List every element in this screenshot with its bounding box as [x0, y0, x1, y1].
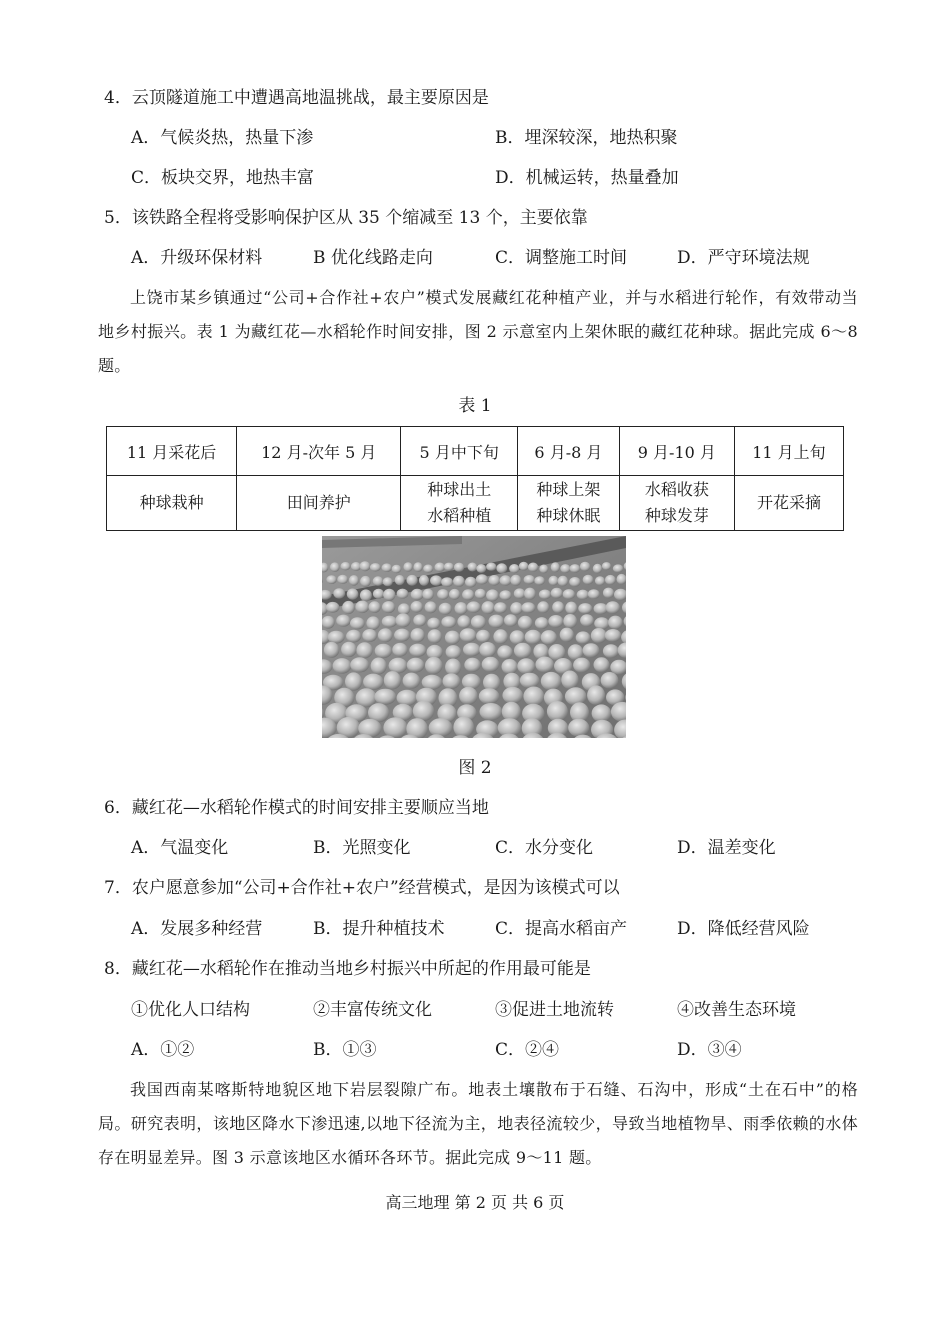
- saffron-corms-photo: [322, 536, 626, 738]
- question-8-item-4: ④改善生态环境: [677, 1000, 796, 1020]
- table-header-cell: 9 月-10 月: [619, 427, 734, 476]
- question-8-item-2: ②丰富传统文化: [313, 1000, 432, 1020]
- table-header-cell: 6 月-8 月: [518, 427, 620, 476]
- question-4-option-b: B．埋深较深，地热积聚: [495, 128, 678, 148]
- question-7-option-a: A．发展多种经营: [131, 919, 263, 939]
- table-header-row: [107, 427, 844, 476]
- question-7-option-b: B．提升种植技术: [313, 919, 445, 939]
- question-4-option-d: D．机械运转，热量叠加: [495, 168, 679, 188]
- question-5-option-c: C．调整施工时间: [495, 248, 628, 268]
- table-activity-row: [107, 476, 844, 531]
- question-4-option-a: A．气候炎热，热量下渗: [131, 128, 314, 148]
- question-7-option-d: D．降低经营风险: [677, 919, 810, 939]
- table-cell: 种球上架 种球休眠: [518, 476, 620, 531]
- question-8-option-a: A．①②: [131, 1040, 195, 1060]
- passage-saffron: 上饶市某乡镇通过“公司+合作社+农户”模式发展藏红花种植产业，并与水稻进行轮作，有效带动当地乡村振兴。表 1 为藏红花—水稻轮作时间安排，图 2 示意室内上架休眠的藏红花种球。据此完成 6～8 题。: [98, 288, 858, 375]
- question-6-option-b: B．光照变化: [313, 838, 411, 858]
- question-6-option-d: D．温差变化: [677, 838, 776, 858]
- question-7-option-c: C．提高水稻亩产: [495, 919, 628, 939]
- question-8-item-3: ③促进土地流转: [495, 1000, 614, 1020]
- question-4-option-c: C．板块交界，地热丰富: [131, 168, 315, 188]
- table-header-cell: 12 月-次年 5 月: [237, 427, 401, 476]
- table-header-cell: 11 月上旬: [734, 427, 843, 476]
- question-4-stem: 4．云顶隧道施工中遭遇高地温挑战，最主要原因是: [104, 88, 489, 108]
- table-cell: 种球出土 水稻种植: [401, 476, 518, 531]
- question-8-stem: 8．藏红花—水稻轮作在推动当地乡村振兴中所起的作用最可能是: [104, 959, 591, 979]
- question-8-item-1: ①优化人口结构: [131, 1000, 250, 1020]
- question-5-option-b: B 优化线路走向: [313, 248, 433, 268]
- passage-karst: 我国西南某喀斯特地貌区地下岩层裂隙广布。地表土壤散布于石缝、石沟中，形成“土在石中”的格局。研究表明，该地区降水下渗迅速,以地下径流为主，地表径流较少，导致当地植物旱、雨季依赖的水体存在明显差异。图 3 示意该地区水循环各环节。据此完成 9～11 题。: [98, 1080, 858, 1167]
- figure-2-caption: 图 2: [458, 758, 492, 778]
- page-footer: 高三地理 第 2 页 共 6 页: [385, 1193, 565, 1212]
- question-7-stem: 7．农户愿意参加“公司+合作社+农户”经营模式，是因为该模式可以: [104, 878, 620, 898]
- question-5-option-d: D．严守环境法规: [677, 248, 810, 268]
- table-header-cell: 11 月采花后: [107, 427, 237, 476]
- question-5-stem: 5．该铁路全程将受影响保护区从 35 个缩减至 13 个，主要依靠: [104, 208, 588, 228]
- table-1-caption: 表 1: [458, 396, 492, 416]
- question-8-option-b: B．①③: [313, 1040, 377, 1060]
- question-6-option-a: A．气温变化: [131, 838, 229, 858]
- table-cell: 种球栽种: [107, 476, 237, 531]
- question-6-option-c: C．水分变化: [495, 838, 594, 858]
- table-cell: 田间养护: [237, 476, 401, 531]
- table-cell: 开花采摘: [734, 476, 843, 531]
- question-8-option-c: C．②④: [495, 1040, 560, 1060]
- question-6-stem: 6．藏红花—水稻轮作模式的时间安排主要顺应当地: [104, 798, 489, 818]
- table-header-cell: 5 月中下旬: [401, 427, 518, 476]
- question-8-option-d: D．③④: [677, 1040, 742, 1060]
- rotation-schedule-table: [106, 426, 844, 531]
- question-5-option-a: A．升级环保材料: [131, 248, 263, 268]
- table-cell: 水稻收获 种球发芽: [619, 476, 734, 531]
